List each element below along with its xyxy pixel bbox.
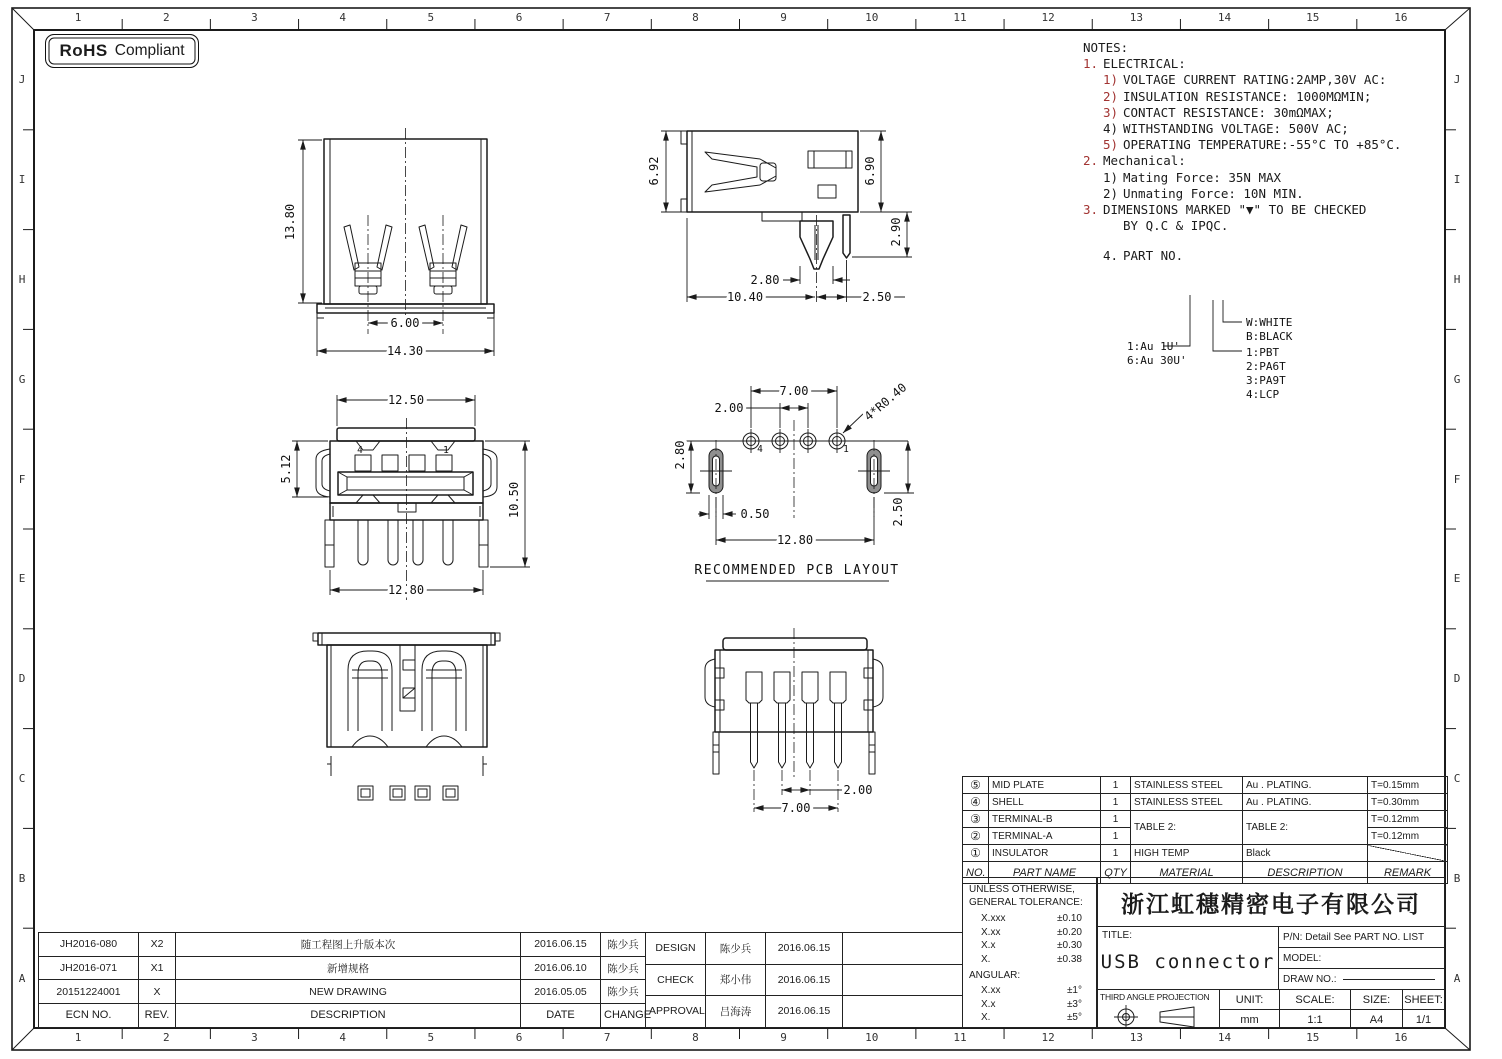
approval-table-body	[646, 933, 963, 1028]
notes-title: NOTES:	[1083, 40, 1129, 55]
third-angle-projection-icon	[1112, 1006, 1204, 1028]
tolerance-value: ±0.30	[1057, 940, 1082, 951]
grid-column-label: 3	[251, 11, 258, 24]
parts-table-header-cell: QTY	[1101, 862, 1131, 884]
draw-no-blank-line	[1343, 979, 1435, 980]
grid-row-label: B	[18, 871, 26, 885]
parts-table-row	[963, 845, 1448, 862]
draw-no-label: DRAW NO.:	[1283, 973, 1337, 985]
revision-cell: 2016.06.15	[521, 933, 601, 957]
grid-column-label: 13	[1129, 1031, 1143, 1044]
parts-table-cell: TABLE 2:	[1243, 811, 1368, 845]
projection-cell	[1098, 990, 1220, 1029]
tolerance-value: ±5°	[1066, 1012, 1082, 1023]
rohs-bold-label: RoHS	[59, 41, 108, 60]
grid-column-label: 10	[865, 11, 879, 24]
note-marker: 1)	[1103, 169, 1119, 185]
dimension-label: 2.00	[714, 401, 744, 415]
approval-cell: 2016.06.15	[766, 964, 843, 996]
approval-cell	[843, 964, 963, 996]
grid-column-label: 15	[1306, 11, 1320, 24]
draw-no-row	[1279, 969, 1444, 989]
legend-color-white: W:WHITE	[1246, 316, 1293, 329]
parts-table-cell: T=0.12mm	[1368, 828, 1448, 845]
tolerance-row	[969, 939, 1090, 953]
grid-column-label: 8	[692, 1031, 699, 1044]
grid-row-label: D	[18, 672, 26, 686]
grid-row-label: H	[18, 272, 26, 286]
grid-row-label: I	[18, 173, 26, 187]
note-text: DIMENSIONS MARKED "▼" TO BE CHECKED	[1103, 202, 1367, 218]
pin-number-label: 4	[357, 445, 363, 456]
grid-column-label: 7	[603, 1031, 611, 1044]
dimension-label: 12.50	[387, 393, 425, 407]
dimension-label: 6.92	[647, 156, 661, 186]
revision-header-cell: ECN NO.	[39, 1004, 139, 1028]
dimension-label: 2.50	[862, 290, 892, 304]
unit-cell	[1220, 990, 1280, 1029]
revision-cell: 陈少兵	[601, 933, 646, 957]
grid-column-label: 12	[1041, 11, 1055, 24]
approval-cell: 陈少兵	[706, 933, 766, 965]
tolerance-value: ±0.38	[1057, 953, 1082, 965]
pcb-caption: RECOMMENDED PCB LAYOUT	[694, 563, 900, 578]
parts-table-header-cell: REMARK	[1368, 862, 1448, 884]
legend-au-1: 1:Au 1U'	[1127, 340, 1180, 353]
revision-cell: NEW DRAWING	[176, 980, 521, 1004]
note-text: WITHSTANDING VOLTAGE: 500V AC;	[1123, 121, 1349, 137]
grid-column-label: 16	[1394, 1031, 1408, 1044]
revision-row	[39, 956, 646, 980]
parts-table-body	[963, 777, 1448, 884]
note-text: PART NO.	[1123, 248, 1184, 264]
note-marker: 4.	[1103, 248, 1119, 264]
note-text: Unmating Force: 10N MIN.	[1123, 185, 1304, 201]
pcb-layout-drawing	[665, 380, 925, 590]
parts-table-cell: 1	[1101, 845, 1131, 862]
projection-label: THIRD ANGLE PROJECTION	[1100, 992, 1210, 1002]
part-number-legend	[1125, 240, 1365, 410]
dimension-label: 7.00	[781, 801, 811, 815]
parts-table-cell: 1	[1101, 828, 1131, 845]
model-label: MODEL:	[1283, 952, 1322, 964]
grid-row-label: E	[1453, 572, 1461, 586]
note-marker: 4)	[1103, 121, 1119, 137]
parts-table-cell: HIGH TEMP	[1131, 845, 1243, 862]
approval-row	[646, 964, 963, 996]
legend-material-4: 4:LCP	[1246, 388, 1280, 401]
grid-column-label: 6	[515, 11, 523, 24]
grid-column-label: 16	[1394, 11, 1408, 24]
parts-table-cell: TERMINAL-B	[989, 811, 1101, 828]
approval-row	[646, 933, 963, 965]
approval-table	[645, 932, 963, 1028]
size-label: SIZE:	[1351, 990, 1402, 1010]
approval-cell	[843, 933, 963, 965]
dimension-label: 12.80	[776, 533, 814, 547]
top-view-drawing	[250, 105, 510, 370]
tolerance-row	[969, 953, 1090, 967]
parts-table-cell: 1	[1101, 794, 1131, 811]
legend-material-1: 1:PBT	[1246, 346, 1280, 359]
grid-column-label: 3	[251, 1031, 258, 1044]
scale-cell	[1280, 990, 1351, 1029]
revision-cell: JH2016-080	[39, 933, 139, 957]
grid-column-label: 9	[780, 11, 787, 24]
unit-value: mm	[1240, 1013, 1259, 1026]
tolerance-value: ±0.20	[1057, 926, 1082, 938]
grid-columns-top	[34, 11, 1445, 29]
tolerance-key: X.xx	[981, 926, 1001, 938]
parts-table-cell: STAINLESS STEEL	[1131, 777, 1243, 794]
revision-header-cell: REV.	[139, 1004, 176, 1028]
dimension-label: 2.00	[843, 783, 873, 797]
note-marker: 3.	[1083, 202, 1099, 218]
grid-column-label: 13	[1129, 11, 1143, 24]
tolerance-key: X.x	[981, 998, 996, 1010]
parts-table-cell: Au . PLATING.	[1243, 777, 1368, 794]
grid-column-label: 11	[953, 11, 967, 24]
front-view-drawing	[245, 385, 550, 605]
parts-table-header-cell: NO.	[963, 862, 989, 884]
part-number-row	[1279, 927, 1444, 948]
drawing-title: USB connector	[1100, 951, 1276, 973]
parts-table-cell	[1368, 845, 1448, 862]
tolerance-value: ±0.10	[1057, 913, 1082, 924]
note-marker: 3)	[1103, 104, 1119, 120]
parts-table-cell: Black	[1243, 845, 1368, 862]
title-label: TITLE:	[1102, 930, 1133, 941]
pin-number-label: 1	[443, 445, 449, 456]
grid-column-label: 8	[692, 11, 699, 24]
note-marker: 2)	[1103, 185, 1119, 201]
parts-table-row	[963, 811, 1448, 828]
approval-cell: 郑小伟	[706, 964, 766, 996]
tolerance-key: X.xx	[981, 985, 1001, 996]
grid-column-label: 9	[780, 1031, 787, 1044]
parts-table-header-cell: PART NAME	[989, 862, 1101, 884]
parts-table-cell: INSULATOR	[989, 845, 1101, 862]
rear-view-drawing	[693, 622, 893, 822]
note-text: ELECTRICAL:	[1103, 56, 1186, 72]
tolerance-rows	[969, 912, 1090, 966]
dimension-label: 5.12	[279, 454, 293, 484]
grid-column-label: 1	[74, 1031, 82, 1044]
note-line	[1083, 105, 1461, 121]
grid-row-label: F	[1453, 472, 1461, 486]
dimension-label: 6.90	[863, 156, 877, 186]
grid-column-label: 4	[339, 1031, 346, 1044]
sheet-label: SHEET:	[1403, 990, 1444, 1010]
grid-row-label: F	[18, 472, 26, 486]
size-value: A4	[1369, 1013, 1384, 1026]
grid-column-label: 5	[427, 1031, 435, 1044]
sheet-cell	[1403, 990, 1444, 1029]
approval-cell: 吕海涛	[706, 996, 766, 1028]
grid-column-label: 10	[865, 1031, 879, 1044]
tolerance-value: ±3°	[1066, 998, 1082, 1010]
tolerance-row	[969, 912, 1090, 926]
dimension-label: 14.30	[386, 344, 424, 358]
legend-au-2: 6:Au 30U'	[1127, 354, 1187, 367]
dimension-label: 10.40	[726, 290, 764, 304]
grid-rows-left	[11, 30, 33, 1028]
grid-row-label: I	[1453, 173, 1461, 187]
dimension-label: 2.50	[891, 497, 905, 527]
grid-row-label: H	[1453, 272, 1461, 286]
grid-row-label: J	[18, 73, 26, 87]
note-marker: 2)	[1103, 88, 1119, 104]
parts-table-row	[963, 794, 1448, 811]
tolerance-title-2: GENERAL TOLERANCE:	[969, 897, 1083, 908]
parts-table-cell: ①	[963, 845, 989, 862]
grid-column-label: 2	[162, 1031, 170, 1044]
company-name: 浙江虹穗精密电子有限公司	[1098, 878, 1444, 927]
note-marker: 1.	[1083, 56, 1099, 72]
grid-columns-bottom	[34, 1031, 1445, 1049]
parts-table-cell: 1	[1101, 777, 1131, 794]
notes-block	[1083, 40, 1461, 265]
approval-cell: APPROVAL	[646, 996, 706, 1028]
grid-column-label: 12	[1041, 1031, 1055, 1044]
grid-row-label: J	[1453, 73, 1461, 87]
approval-row	[646, 996, 963, 1028]
dimension-label: 13.80	[283, 203, 297, 241]
grid-row-label: A	[18, 971, 26, 985]
tolerance-row	[969, 998, 1090, 1012]
revision-cell: 陈少兵	[601, 956, 646, 980]
unit-label: UNIT:	[1220, 990, 1279, 1010]
grid-column-label: 6	[515, 1031, 523, 1044]
parts-table-row	[963, 777, 1448, 794]
note-text: Mating Force: 35N MAX	[1123, 169, 1282, 185]
approval-cell: 2016.06.15	[766, 996, 843, 1028]
revision-cell: JH2016-071	[39, 956, 139, 980]
grid-column-label: 11	[953, 1031, 967, 1044]
revision-header-row	[39, 1004, 646, 1028]
revision-table	[38, 932, 652, 1028]
side-view-drawing	[640, 110, 925, 315]
note-line	[1083, 121, 1461, 137]
grid-row-label: D	[1453, 672, 1461, 686]
tolerance-row	[969, 926, 1090, 940]
sheet-value: 1/1	[1415, 1013, 1432, 1026]
revision-row	[39, 933, 646, 957]
model-row	[1279, 948, 1444, 969]
note-text: CONTACT RESISTANCE: 30mΩMAX;	[1123, 104, 1334, 120]
tolerance-row	[969, 1011, 1090, 1025]
grid-column-label: 5	[427, 11, 435, 24]
parts-table-cell: Au . PLATING.	[1243, 794, 1368, 811]
revision-header-cell: DATE	[521, 1004, 601, 1028]
parts-table-cell: STAINLESS STEEL	[1131, 794, 1243, 811]
dimension-label: 2.90	[889, 217, 903, 247]
revision-cell: X	[139, 980, 176, 1004]
drawing-title-cell	[1098, 927, 1279, 989]
revision-cell: 随工程图上升版本次	[176, 933, 521, 957]
grid-row-label: A	[1453, 971, 1461, 985]
grid-row-label: C	[18, 771, 26, 785]
grid-column-label: 15	[1306, 1031, 1320, 1044]
grid-row-label: G	[18, 372, 26, 386]
revision-cell: 2016.05.05	[521, 980, 601, 1004]
grid-column-label: 7	[603, 11, 611, 24]
tolerance-row	[969, 984, 1090, 998]
parts-table-cell: ④	[963, 794, 989, 811]
dimension-label: 10.50	[507, 481, 521, 519]
grid-row-label: E	[18, 572, 26, 586]
revision-header-cell: DESCRIPTION	[176, 1004, 521, 1028]
parts-table-cell: 1	[1101, 811, 1131, 828]
tolerance-key: X.xxx	[981, 913, 1006, 924]
pin-number-label: 1	[843, 444, 849, 455]
legend-material-2: 2:PA6T	[1246, 360, 1286, 373]
parts-table-cell: ③	[963, 811, 989, 828]
tolerance-key: X.	[981, 1012, 991, 1023]
note-line	[1083, 89, 1461, 105]
note-line	[1083, 72, 1461, 88]
size-cell	[1351, 990, 1403, 1029]
part-number-note: P/N: Detail See PART NO. LIST	[1283, 931, 1425, 943]
parts-table-header-cell: MATERIAL	[1131, 862, 1243, 884]
pin-number-label: 4	[757, 444, 763, 455]
parts-table-cell: TABLE 2:	[1131, 811, 1243, 845]
parts-table-cell: T=0.15mm	[1368, 777, 1448, 794]
parts-table-cell: TERMINAL-A	[989, 828, 1101, 845]
revision-cell: X1	[139, 956, 176, 980]
revision-cell: 新增规格	[176, 956, 521, 980]
note-text: VOLTAGE CURRENT RATING:2AMP,30V AC:	[1123, 72, 1387, 88]
parts-table-cell: ②	[963, 828, 989, 845]
note-text: BY Q.C & IPQC.	[1123, 218, 1229, 234]
note-line	[1083, 202, 1461, 218]
grid-column-label: 2	[162, 11, 170, 24]
note-text: Mechanical:	[1103, 153, 1186, 169]
legend-color-black: B:BLACK	[1246, 330, 1293, 343]
title-block	[1097, 877, 1445, 1028]
dimension-label: 2.80	[750, 273, 780, 287]
note-text: INSULATION RESISTANCE: 1000MΩMIN;	[1123, 88, 1372, 104]
angular-label: ANGULAR:	[969, 970, 1021, 981]
legend-material-3: 3:PA9T	[1246, 374, 1286, 387]
bottom-view-drawing	[305, 622, 505, 817]
rohs-compliant-label: Compliant	[114, 42, 185, 59]
rohs-badge	[45, 34, 199, 68]
revision-cell: 20151224001	[39, 980, 139, 1004]
dimension-label: 2.80	[673, 440, 687, 470]
grid-row-label: B	[1453, 871, 1461, 885]
parts-table-cell: SHELL	[989, 794, 1101, 811]
note-text: OPERATING TEMPERATURE:-55°C TO +85°C.	[1123, 137, 1402, 153]
revision-table-body	[39, 933, 652, 1028]
tolerance-key: X.	[981, 953, 991, 965]
revision-header-cell: CHANGE	[601, 1004, 646, 1028]
tolerance-value: ±1°	[1066, 985, 1082, 996]
dimension-label: 0.50	[740, 507, 770, 521]
dimension-label: 12.80	[387, 583, 425, 597]
angular-rows	[969, 984, 1090, 1025]
parts-table-cell: T=0.12mm	[1368, 811, 1448, 828]
grid-column-label: 14	[1217, 1031, 1232, 1044]
approval-cell: CHECK	[646, 964, 706, 996]
note-line	[1083, 56, 1461, 72]
note-line	[1083, 153, 1461, 169]
revision-row	[39, 980, 646, 1004]
revision-cell: 陈少兵	[601, 980, 646, 1004]
dimension-label: 7.00	[779, 384, 809, 398]
grid-column-label: 4	[339, 11, 346, 24]
revision-cell: X2	[139, 933, 176, 957]
grid-row-label: G	[1453, 372, 1461, 386]
tolerance-block	[962, 877, 1097, 1028]
scale-value: 1:1	[1307, 1013, 1323, 1026]
grid-row-label: C	[1453, 771, 1461, 785]
approval-cell	[843, 996, 963, 1028]
tolerance-key: X.x	[981, 940, 996, 951]
revision-cell: 2016.06.10	[521, 956, 601, 980]
grid-column-label: 1	[74, 11, 82, 24]
approval-cell: 2016.06.15	[766, 933, 843, 965]
note-marker: 5)	[1103, 137, 1119, 153]
scale-label: SCALE:	[1280, 990, 1350, 1010]
note-marker: 1)	[1103, 72, 1119, 88]
approval-cell: DESIGN	[646, 933, 706, 965]
parts-table	[962, 776, 1448, 884]
parts-table-header-cell: DESCRIPTION	[1243, 862, 1368, 884]
tolerance-title-1: UNLESS OTHERWISE,	[969, 884, 1075, 895]
dimension-label: 6.00	[390, 316, 420, 330]
parts-table-cell: T=0.30mm	[1368, 794, 1448, 811]
grid-column-label: 14	[1217, 11, 1232, 24]
note-line	[1083, 186, 1461, 202]
note-line	[1083, 170, 1461, 186]
note-line	[1083, 218, 1461, 234]
parts-table-cell: MID PLATE	[989, 777, 1101, 794]
note-marker: 2.	[1083, 153, 1099, 169]
hole-radius-label: 4*R0.40	[861, 380, 910, 424]
parts-table-cell: ⑤	[963, 777, 989, 794]
note-line	[1083, 137, 1461, 153]
